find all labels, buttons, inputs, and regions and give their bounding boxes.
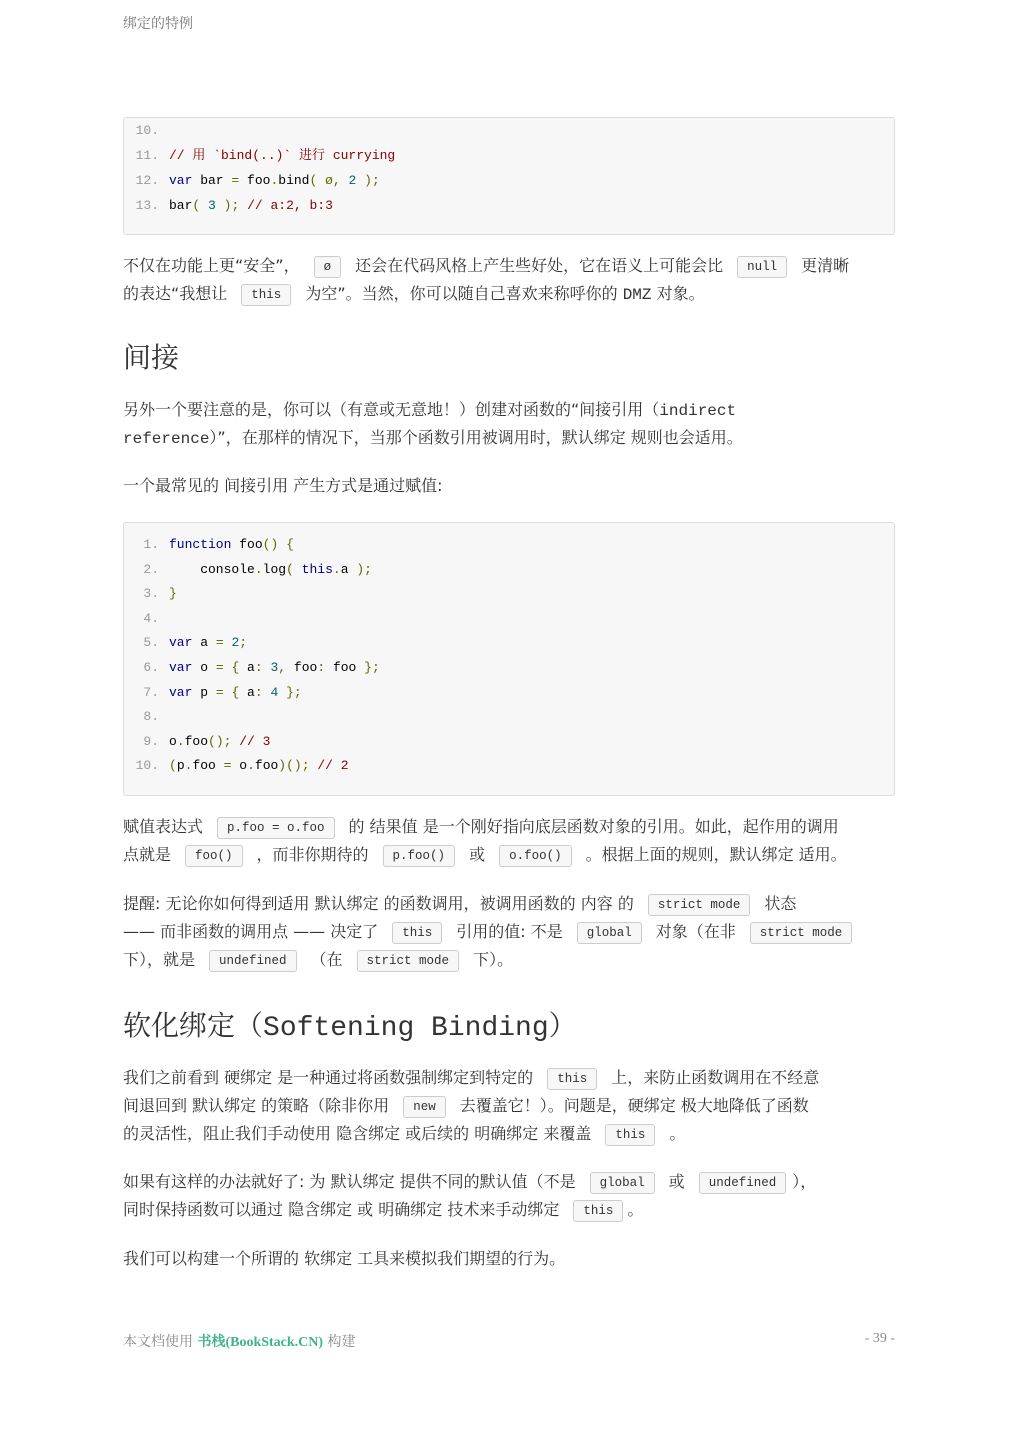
code-token: // 3 xyxy=(239,733,271,749)
line-number: 8. xyxy=(143,709,159,725)
code-token: a xyxy=(239,684,255,700)
code-token xyxy=(278,537,286,552)
text: 的 结果值 是一个刚好指向底层函数对象的引用。如此，起作用的调用 xyxy=(348,817,839,836)
code-token: function xyxy=(169,537,232,552)
line-number: 12. xyxy=(135,173,159,188)
code-text xyxy=(169,146,395,166)
code-token: )(); xyxy=(278,758,310,774)
text: 的灵活性，阻止我们手动使用 隐含绑定 或后续的 明确绑定 来覆盖 xyxy=(123,1124,592,1143)
code-line xyxy=(124,756,349,776)
code-token: 4 xyxy=(270,684,279,700)
code-line xyxy=(124,584,177,604)
code-token: ( xyxy=(169,758,177,774)
code-token: ); xyxy=(364,173,380,188)
code-token xyxy=(239,198,247,213)
footer-prefix: 本文档使用 xyxy=(123,1334,198,1350)
code-text xyxy=(169,732,270,752)
paragraph xyxy=(123,252,895,308)
text: 或 xyxy=(469,845,486,864)
line-number: 7. xyxy=(143,684,159,700)
line-number: 10. xyxy=(135,758,159,774)
code-token: o xyxy=(192,660,216,675)
code-token: ( xyxy=(286,561,294,577)
inline-code: this xyxy=(605,1124,655,1146)
line-number: 10. xyxy=(135,123,159,138)
code-token: var xyxy=(169,635,193,651)
paragraph xyxy=(123,1064,895,1148)
line-number: 4. xyxy=(143,610,159,626)
inline-code: ø xyxy=(314,256,342,278)
code-token: }; xyxy=(364,660,380,675)
code-token: ø xyxy=(325,173,333,188)
code-line xyxy=(124,196,333,216)
code-text xyxy=(169,171,380,191)
paragraph xyxy=(123,396,895,452)
brand-link[interactable]: 书栈(BookStack.CN) xyxy=(197,1335,324,1350)
code-token: bind xyxy=(278,173,310,188)
code-token: , xyxy=(278,660,287,675)
line-number: 5. xyxy=(143,635,159,651)
code-token: // 2 xyxy=(317,758,349,774)
footer-credit xyxy=(123,1331,356,1351)
code-token: 2 xyxy=(231,635,240,651)
heading-text: Softening Binding xyxy=(263,1013,549,1044)
inline-code: global xyxy=(577,922,642,944)
code-token: p xyxy=(192,684,216,700)
paragraph xyxy=(123,472,895,500)
code-token: : xyxy=(254,660,263,675)
code-line xyxy=(124,732,271,752)
inline-code: undefined xyxy=(699,1172,787,1194)
text: indirect xyxy=(659,402,737,420)
code-line xyxy=(124,633,248,653)
code-text xyxy=(169,560,372,580)
code-line xyxy=(124,535,294,555)
code-token: { xyxy=(231,660,240,675)
section-heading: 间接 xyxy=(123,341,180,374)
code-token xyxy=(216,198,224,213)
text: ）， xyxy=(792,1172,817,1191)
inline-code: this xyxy=(573,1200,623,1222)
code-line xyxy=(124,609,159,629)
code-line xyxy=(124,683,302,703)
text: 。 xyxy=(627,1200,644,1219)
code-token: . xyxy=(184,758,193,774)
code-token: var xyxy=(169,660,193,675)
inline-code: strict mode xyxy=(357,950,460,972)
text: 对象（在非 xyxy=(655,922,736,941)
text: 。根据上面的规则，默认绑定 适用。 xyxy=(585,845,847,864)
code-token: var xyxy=(169,173,193,188)
code-token: ( xyxy=(309,173,318,188)
paragraph xyxy=(123,1168,895,1224)
code-token: : xyxy=(254,684,263,700)
code-token: o xyxy=(169,733,177,749)
text: 的表达“我想让 xyxy=(123,284,228,303)
code-token: }; xyxy=(286,684,302,700)
page-number: - 39 - xyxy=(864,1331,895,1346)
code-token: foo xyxy=(325,660,365,675)
code-token: ; xyxy=(239,635,248,651)
code-text xyxy=(169,196,333,216)
code-line xyxy=(124,707,159,727)
text: （在 xyxy=(310,950,343,969)
inline-code: strict mode xyxy=(750,922,853,944)
code-token: a xyxy=(192,635,216,651)
paragraph xyxy=(123,813,895,869)
text: 如果有这样的办法就好了: 为 默认绑定 提供不同的默认值（不是 xyxy=(123,1172,576,1191)
code-token: 2 xyxy=(348,173,357,188)
code-token: log xyxy=(262,561,287,577)
text: 赋值表达式 xyxy=(123,817,204,836)
heading-text: ） xyxy=(548,1009,577,1042)
section-heading xyxy=(123,1004,577,1044)
inline-code: global xyxy=(590,1172,655,1194)
code-line xyxy=(124,658,380,678)
code-token: } xyxy=(169,586,177,602)
inline-code: new xyxy=(403,1096,446,1118)
code-token: console xyxy=(169,561,255,577)
text: 状态 xyxy=(764,894,797,913)
code-token: . xyxy=(270,173,279,188)
code-token: a xyxy=(340,561,357,577)
code-block xyxy=(123,117,895,235)
code-token xyxy=(317,173,325,188)
paragraph xyxy=(123,1245,895,1273)
running-header: 绑定的特例 xyxy=(123,16,193,32)
text: 去覆盖它！）。问题是，硬绑定 极大地降低了函数 xyxy=(459,1096,809,1115)
code-text xyxy=(169,584,177,604)
code-token: : xyxy=(317,660,326,675)
code-block xyxy=(123,522,895,796)
line-number: 3. xyxy=(143,586,159,602)
code-token: = xyxy=(215,684,224,700)
code-token: . xyxy=(254,561,263,577)
code-token: bar xyxy=(169,198,193,213)
footer-suffix: 构建 xyxy=(323,1334,356,1350)
code-text xyxy=(169,535,294,555)
code-token: bar xyxy=(192,173,232,188)
code-token: { xyxy=(286,537,294,552)
code-token: foo xyxy=(254,758,279,774)
text: reference xyxy=(123,430,210,448)
code-token: , xyxy=(332,173,341,188)
code-token: . xyxy=(332,561,341,577)
inline-code: p.foo = o.foo xyxy=(217,817,335,839)
text: ）”，在那样的情况下，当那个函数引用被调用时，默认绑定 规则也会适用。 xyxy=(209,428,743,447)
inline-code: this xyxy=(547,1068,597,1090)
paragraph xyxy=(123,890,895,974)
code-token xyxy=(294,562,302,577)
code-text xyxy=(169,756,349,776)
text: —— 而非函数的调用点 —— 决定了 xyxy=(123,922,379,941)
text: 上，来防止函数调用在不经意 xyxy=(611,1068,820,1087)
text: 我们之前看到 硬绑定 是一种通过将函数强制绑定到特定的 xyxy=(123,1068,534,1087)
text: 引用的值: 不是 xyxy=(456,922,563,941)
text: 更清晰 xyxy=(801,256,850,275)
inline-code: this xyxy=(392,922,442,944)
code-token: foo xyxy=(286,660,318,675)
heading-text: 软化绑定（ xyxy=(123,1009,264,1042)
code-token xyxy=(356,173,364,188)
text: 提醒: 无论你如何得到适用 默认绑定 的函数调用，被调用函数的 内容 的 xyxy=(123,894,634,913)
code-token: ( xyxy=(192,198,201,213)
line-number: 9. xyxy=(143,733,159,749)
line-number: 11. xyxy=(135,148,159,163)
code-token: foo xyxy=(184,733,209,749)
text: 不仅在功能上更“安全”， xyxy=(123,256,300,275)
code-token: 3 xyxy=(208,198,216,213)
code-line xyxy=(124,146,396,166)
code-token: . xyxy=(176,733,185,749)
code-token: this xyxy=(301,561,333,577)
line-number: 13. xyxy=(135,198,159,213)
code-token: foo xyxy=(231,537,263,552)
code-token: // 用 `bind(..)` 进行 currying xyxy=(169,148,396,163)
code-token: () xyxy=(262,537,279,552)
code-token: p xyxy=(176,758,185,774)
code-token xyxy=(278,685,286,700)
code-token: = xyxy=(215,660,224,675)
code-token xyxy=(200,198,208,213)
code-token: { xyxy=(231,684,240,700)
text: 下），就是 xyxy=(123,950,196,969)
inline-code: p.foo() xyxy=(383,845,456,867)
code-text xyxy=(169,633,247,653)
code-token: ); xyxy=(223,198,240,213)
code-token: a xyxy=(239,660,255,675)
text: 。 xyxy=(669,1124,686,1143)
code-token: = xyxy=(215,635,224,651)
text: 为空”。当然，你可以随自己喜欢来称呼你的 xyxy=(305,284,623,303)
code-token: (); xyxy=(208,733,232,749)
text: 同时保持函数可以通过 隐含绑定 或 明确绑定 技术来手动绑定 xyxy=(123,1200,560,1219)
code-token: = xyxy=(223,758,232,774)
code-token: var xyxy=(169,684,193,700)
code-token: foo xyxy=(192,758,224,774)
text: 间退回到 默认绑定 的策略（除非你用 xyxy=(123,1096,390,1115)
line-number: 2. xyxy=(143,561,159,577)
text: 还会在代码风格上产生些好处，它在语义上可能会比 xyxy=(355,256,724,275)
code-token: = xyxy=(231,173,240,188)
code-line xyxy=(124,121,159,141)
code-line xyxy=(124,560,372,580)
inline-code: o.foo() xyxy=(499,845,572,867)
code-token: // a:2, b:3 xyxy=(247,198,333,213)
text: 对象。 xyxy=(651,284,705,303)
code-line xyxy=(124,171,380,191)
code-text xyxy=(169,683,302,703)
line-number: 1. xyxy=(143,537,159,552)
code-token xyxy=(341,173,349,188)
code-text xyxy=(169,658,380,678)
code-token: o xyxy=(231,758,248,774)
code-token: foo xyxy=(239,173,271,188)
text: 一个最常见的 间接引用 产生方式是通过赋值: xyxy=(123,476,443,495)
text: 点就是 xyxy=(123,845,172,864)
text: 或 xyxy=(668,1172,685,1191)
inline-code: foo() xyxy=(185,845,243,867)
code-token: ); xyxy=(356,561,372,577)
text: 另外一个要注意的是，你可以（有意或无意地！）创建对函数的“间接引用（ xyxy=(123,400,660,419)
text: 我们可以构建一个所谓的 软绑定 工具来模拟我们期望的行为。 xyxy=(123,1249,566,1268)
code-token: 3 xyxy=(270,660,279,675)
text: 下）。 xyxy=(473,950,514,969)
code-token: . xyxy=(247,758,255,774)
inline-code: null xyxy=(737,256,787,278)
inline-code: strict mode xyxy=(648,894,751,916)
inline-code: this xyxy=(241,284,291,306)
text: DMZ xyxy=(622,286,652,304)
inline-code: undefined xyxy=(209,950,297,972)
text: ，而非你期待的 xyxy=(256,845,369,864)
line-number: 6. xyxy=(143,660,159,675)
